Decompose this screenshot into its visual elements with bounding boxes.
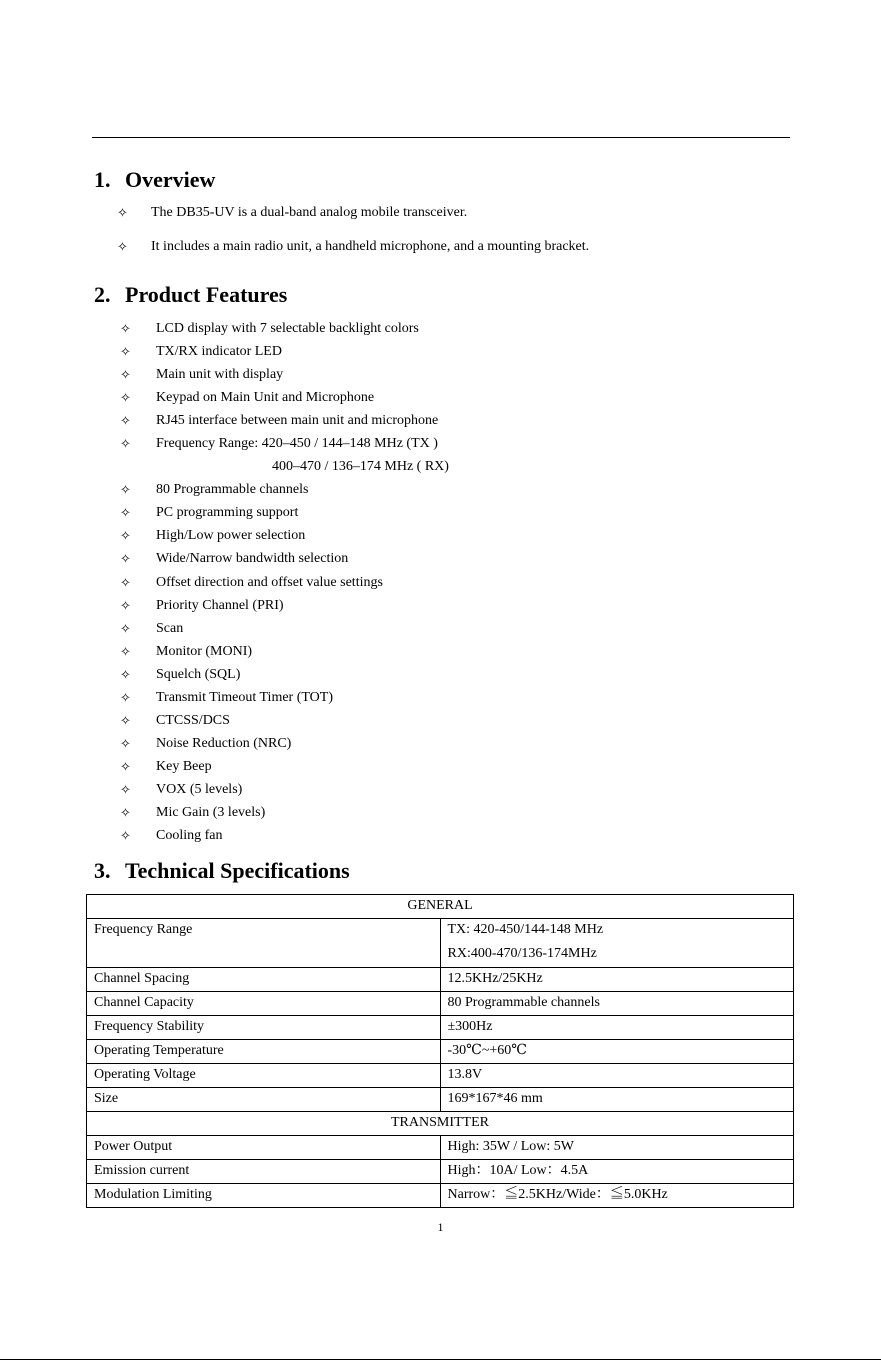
spec-value-line: TX: 420-450/144-148 MHz (447, 922, 604, 937)
spec-value: -30℃~+60℃ (440, 1040, 794, 1064)
bullet-diamond-icon: ✧ (120, 735, 131, 751)
section-number: 3. (94, 858, 111, 883)
list-item (120, 595, 449, 618)
bullet-diamond-icon: ✧ (120, 367, 131, 383)
bullet-diamond-icon: ✧ (120, 482, 131, 498)
list-item-continuation (120, 456, 449, 479)
table-row (87, 968, 794, 992)
table-section-heading: TRANSMITTER (87, 1112, 794, 1136)
table-row (87, 1088, 794, 1112)
list-item (117, 203, 589, 237)
section-title: Product Features (125, 282, 288, 307)
list-item-text: High/Low power selection (156, 528, 306, 544)
list-item (120, 733, 449, 756)
bullet-diamond-icon: ✧ (117, 205, 128, 220)
spec-label: Frequency Range (87, 919, 441, 968)
list-item (120, 479, 449, 502)
list-item-text: 80 Programmable channels (156, 482, 309, 498)
bullet-diamond-icon: ✧ (120, 712, 131, 728)
list-item (120, 410, 449, 433)
list-item (120, 548, 449, 571)
table-section-heading: GENERAL (87, 895, 794, 919)
list-item-text: It includes a main radio unit, a handheld microphone, and a mounting bracket. (151, 239, 590, 254)
list-item-text: VOX (5 levels) (156, 781, 243, 797)
list-item-text: Keypad on Main Unit and Microphone (156, 390, 375, 406)
table-row (87, 1064, 794, 1088)
spec-value: Narrow：≦2.5KHz/Wide：≦5.0KHz (440, 1184, 794, 1208)
list-item (117, 237, 589, 271)
list-item-text: Main unit with display (156, 367, 284, 383)
spec-label: Size (87, 1088, 441, 1112)
table-section-row (87, 895, 794, 919)
list-item-text: LCD display with 7 selectable backlight colors (156, 321, 419, 336)
bullet-diamond-icon: ✧ (120, 436, 131, 452)
spec-value: ±300Hz (440, 1016, 794, 1040)
section-number: 1. (94, 167, 111, 192)
list-item (120, 618, 449, 641)
bullet-diamond-icon: ✧ (120, 689, 131, 705)
overview-list (117, 203, 589, 271)
section-title: Overview (125, 167, 216, 192)
bullet-diamond-icon: ✧ (120, 551, 131, 567)
spec-label: Emission current (87, 1160, 441, 1184)
bullet-diamond-icon: ✧ (120, 828, 131, 844)
list-item (120, 318, 449, 341)
list-item-text: Wide/Narrow bandwidth selection (156, 551, 349, 567)
table-row (87, 1136, 794, 1160)
list-item-text: The DB35-UV is a dual-band analog mobile transceiver. (151, 205, 468, 220)
table-row (87, 1040, 794, 1064)
section-heading-overview (94, 167, 215, 193)
list-item (120, 641, 449, 664)
spec-label: Channel Spacing (87, 968, 441, 992)
table-row (87, 992, 794, 1016)
spec-label: Power Output (87, 1136, 441, 1160)
spec-label: Frequency Stability (87, 1016, 441, 1040)
bullet-diamond-icon: ✧ (120, 344, 131, 360)
list-item-text: Scan (156, 620, 184, 636)
spec-value: 169*167*46 mm (440, 1088, 794, 1112)
list-item (120, 525, 449, 548)
bullet-diamond-icon: ✧ (120, 413, 131, 429)
bullet-diamond-icon: ✧ (120, 505, 131, 521)
bullet-diamond-icon: ✧ (117, 239, 128, 254)
list-item-text: TX/RX indicator LED (156, 344, 282, 360)
list-item-text: Priority Channel (PRI) (156, 597, 284, 613)
list-item-text: PC programming support (156, 505, 299, 521)
bullet-diamond-icon: ✧ (120, 666, 131, 682)
spec-label: Operating Voltage (87, 1064, 441, 1088)
list-item (120, 756, 449, 779)
list-item-text: Offset direction and offset value settings (156, 574, 383, 590)
spec-label: Modulation Limiting (87, 1184, 441, 1208)
list-item (120, 710, 449, 733)
section-heading-features (94, 282, 287, 308)
spec-value: 13.8V (440, 1064, 794, 1088)
list-item-text: Noise Reduction (NRC) (156, 735, 292, 751)
features-list (120, 318, 449, 848)
bullet-diamond-icon: ✧ (120, 758, 131, 774)
table-row (87, 1184, 794, 1208)
list-item-text: Cooling fan (156, 828, 223, 844)
bullet-diamond-icon: ✧ (120, 321, 131, 336)
spec-value: 12.5KHz/25KHz (440, 968, 794, 992)
bullet-diamond-icon: ✧ (120, 390, 131, 406)
bullet-diamond-icon: ✧ (120, 574, 131, 590)
list-item-text: RJ45 interface between main unit and microphone (156, 413, 439, 429)
list-item-text: Squelch (SQL) (156, 666, 241, 682)
list-item-text: Mic Gain (3 levels) (156, 804, 266, 820)
list-item (120, 341, 449, 364)
bullet-diamond-icon: ✧ (120, 643, 131, 659)
list-item-text: CTCSS/DCS (156, 712, 230, 728)
spec-table (86, 894, 794, 1208)
list-item-text: 400–470 / 136–174 MHz ( RX) (272, 459, 449, 475)
spec-label: Channel Capacity (87, 992, 441, 1016)
section-number: 2. (94, 282, 111, 307)
list-item (120, 364, 449, 387)
table-row (87, 1160, 794, 1184)
spec-value: 80 Programmable channels (440, 992, 794, 1016)
table-row (87, 919, 794, 968)
list-item-text: Key Beep (156, 758, 212, 774)
spec-label: Operating Temperature (87, 1040, 441, 1064)
list-item (120, 572, 449, 595)
footer-rule (0, 1359, 881, 1360)
list-item (120, 502, 449, 525)
list-item-text: Transmit Timeout Timer (TOT) (156, 689, 333, 705)
spec-value: High: 35W / Low: 5W (440, 1136, 794, 1160)
spec-value: High：10A/ Low：4.5A (440, 1160, 794, 1184)
bullet-diamond-icon: ✧ (120, 620, 131, 636)
list-item-text: Frequency Range: 420–450 / 144–148 MHz (TX ) (156, 436, 438, 452)
list-item (120, 433, 449, 456)
list-item (120, 802, 449, 825)
header-rule (92, 137, 790, 138)
list-item (120, 664, 449, 687)
list-item (120, 779, 449, 802)
bullet-diamond-icon: ✧ (120, 781, 131, 797)
spec-value (440, 919, 794, 968)
bullet-diamond-icon: ✧ (120, 804, 131, 820)
table-section-row (87, 1112, 794, 1136)
spec-value-line: RX:400-470/136-174MHz (447, 946, 597, 961)
bullet-diamond-icon: ✧ (120, 597, 131, 613)
list-item (120, 387, 449, 410)
section-title: Technical Specifications (125, 858, 350, 883)
page-number: 1 (437, 1220, 444, 1234)
list-item-text: Monitor (MONI) (156, 643, 253, 659)
table-row (87, 1016, 794, 1040)
list-item (120, 687, 449, 710)
section-heading-specs (94, 858, 350, 884)
bullet-diamond-icon: ✧ (120, 528, 131, 544)
list-item (120, 825, 449, 848)
